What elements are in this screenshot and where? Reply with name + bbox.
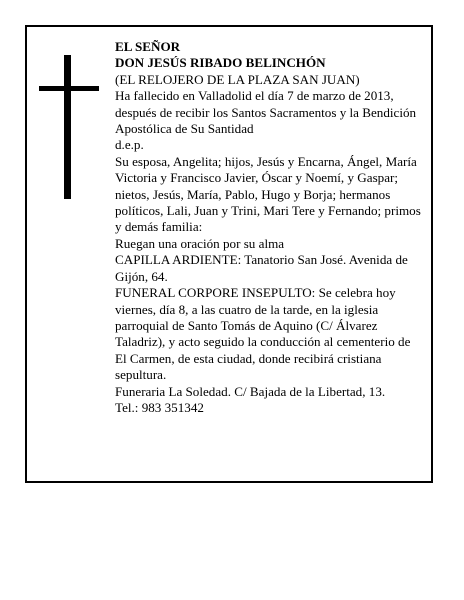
death-announcement: Ha fallecido en Valladolid el día 7 de marzo de 2013, después de recibir los Santos Sacramentos y la Bendición Apostólica de Su Santidad [115,88,417,137]
family-list: Su esposa, Angelita; hijos, Jesús y Encarna, Ángel, María Victoria y Francisco Javier, Óscar y Noemí, y Gaspar; nietos, Jesús, María, Pablo, Hugo y Borja; hermanos políticos, Lali, Juan y Trini, Mari Tere y Fernando; primos y demás familia: [115,153,421,235]
funeral-home: Funeraria La Soledad. C/ Bajada de la Libertad, 13. [115,383,386,399]
obituary-text [115,39,421,416]
title-line-1: EL SEÑOR [115,39,181,54]
latin-cross-icon [39,55,99,199]
prayer-request: Ruegan una oración por su alma [115,235,285,251]
cross-horizontal-bar [39,86,99,91]
cross-vertical-bar [64,55,71,199]
phone-number: Tel.: 983 351342 [115,399,204,415]
chapel-info: CAPILLA ARDIENTE: Tanatorio San José. Avenida de Gijón, 64. [115,252,408,284]
deceased-nickname: (EL RELOJERO DE LA PLAZA SAN JUAN) [115,71,360,87]
obituary-notice [25,25,433,483]
rip-text: d.e.p. [115,137,144,153]
deceased-name: DON JESÚS RIBADO BELINCHÓN [115,55,326,71]
funeral-info: FUNERAL CORPORE INSEPULTO: Se celebra hoy viernes, día 8, a las cuatro de la tarde, en la iglesia parroquial de Santo Tomás de Aquino (C/ Álvarez Taladriz), y acto seguido la conducción al cementerio de El Carmen, de esta ciudad, donde recibirá cristiana sepultura. [115,285,411,383]
